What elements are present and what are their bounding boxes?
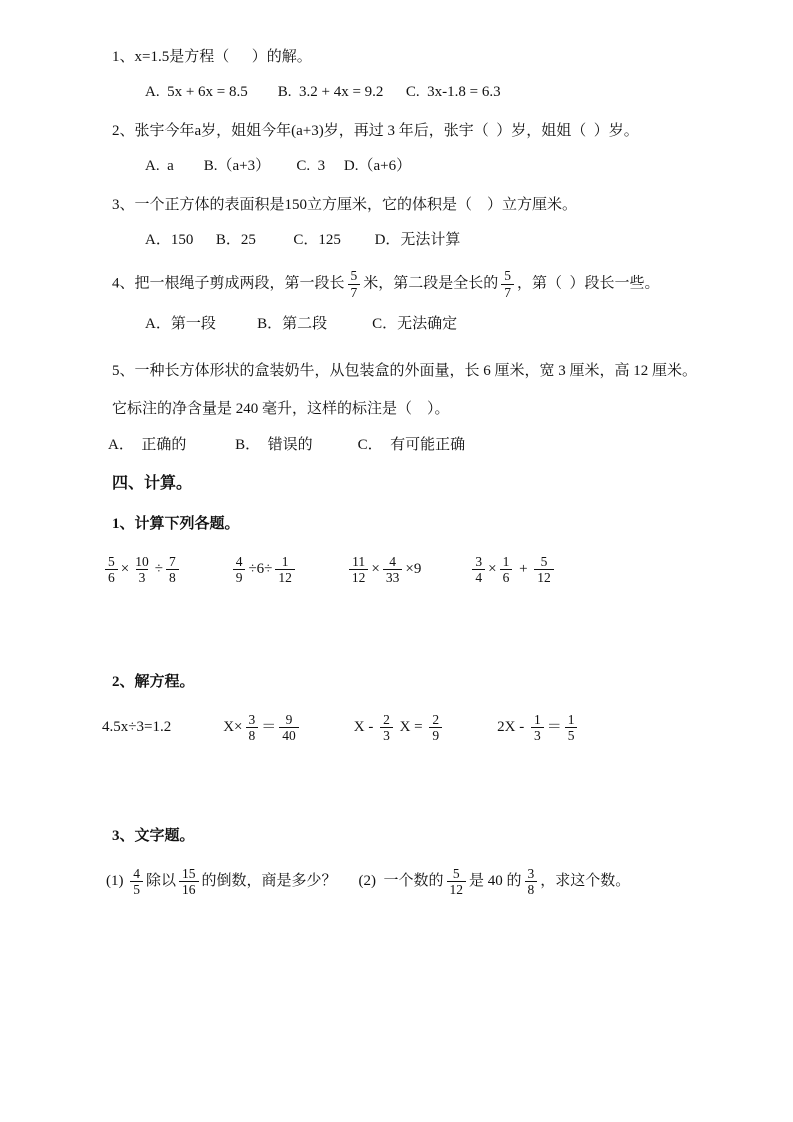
fraction: $\frac{5}{7}$ — [501, 268, 514, 300]
question-4 — [100, 268, 701, 335]
fraction: $\frac{5}{12}$ — [447, 866, 467, 898]
section-title: 四、计算。 — [112, 475, 193, 493]
equation-row — [102, 707, 701, 747]
fraction: $\frac{5}{7}$ — [348, 268, 361, 300]
question-4-stem: 4、把一根绳子剪成两段，第一段长 $\frac{5}{7}$ 米，第二段是全长的 $\frac{5}{7}$ ，第（ ）段长一些。 — [112, 268, 660, 300]
question-3-options: A．150 B．25 C．125 D．无法计算 — [145, 232, 461, 248]
equation-2: X× $\frac{3}{8}$ ＝ $\frac{9}{40}$ — [223, 707, 302, 747]
question-5 — [100, 352, 701, 456]
fraction: $\frac{15}{16}$ — [179, 866, 199, 898]
equation-3: X - $\frac{2}{3}$ X = $\frac{2}{9}$ — [354, 707, 445, 747]
question-3-stem: 3、一个正方体的表面积是150立方厘米，它的体积是（ ）立方厘米。 — [112, 197, 578, 213]
equation-1: 4.5x÷3=1.2 — [102, 719, 172, 736]
expression-1: $\frac{5}{6}$ × $\frac{10}{3}$ ÷ $\frac{7}{8}$ — [102, 549, 182, 589]
expression-3: $\frac{11}{12}$ × $\frac{4}{33}$ ×9 — [346, 549, 421, 589]
fraction: $\frac{1}{5}$ — [565, 712, 578, 744]
word-problem-2: (2) 一个数的 $\frac{5}{12}$ 是 40 的 $\frac{3}{8}$ ，求这个数。 — [358, 865, 631, 898]
fraction: $\frac{9}{40}$ — [279, 712, 299, 744]
question-1-options: A. 5x + 6x = 8.5 B. 3.2 + 4x = 9.2 C. 3x-1.8 = 6.3 — [145, 84, 501, 100]
question-1-stem: 1、x=1.5是方程（ ）的解。 — [112, 49, 312, 65]
expression-4: $\frac{3}{4}$ × $\frac{1}{6}$ + $\frac{5}{12}$ — [469, 549, 556, 589]
expression-2: $\frac{4}{9}$ ÷6÷ $\frac{1}{12}$ — [230, 549, 298, 589]
fraction: $\frac{5}{6}$ — [105, 554, 118, 586]
fraction: $\frac{7}{8}$ — [166, 554, 179, 586]
fraction: $\frac{11}{12}$ — [349, 554, 369, 586]
fraction: $\frac{1}{3}$ — [531, 712, 544, 744]
question-4-options: A．第一段 B．第二段 C．无法确定 — [145, 316, 458, 333]
fraction: $\frac{2}{3}$ — [380, 712, 393, 744]
question-2-options: A. a B.（a+3） C. 3 D.（a+6） — [145, 158, 412, 174]
subsection-title-calculate: 1、计算下列各题。 — [112, 516, 240, 533]
expression-row — [102, 549, 701, 589]
fraction: $\frac{4}{9}$ — [233, 554, 246, 586]
question-2 — [100, 120, 701, 177]
fraction: $\frac{5}{12}$ — [534, 554, 554, 586]
fraction: $\frac{4}{33}$ — [383, 554, 403, 586]
fraction: $\frac{1}{12}$ — [275, 554, 295, 586]
question-1 — [100, 46, 701, 103]
question-5-stem: 5、一种长方体形状的盒装奶牛，从包装盒的外面量，长 6 厘米，宽 3 厘米，高 12 厘米。它标注的净含量是 240 毫升，这样的标注是（ ）。 — [112, 363, 698, 418]
fraction: $\frac{10}{3}$ — [135, 553, 149, 586]
fraction: $\frac{2}{9}$ — [429, 712, 442, 744]
fraction: $\frac{3}{8}$ — [525, 866, 538, 898]
question-2-stem: 2、张宇今年a岁，姐姐今年(a+3)岁，再过 3 年后，张宇（ ）岁，姐姐（ ）岁。 — [112, 123, 639, 139]
word-problem-row — [106, 861, 701, 901]
fraction: $\frac{3}{4}$ — [472, 554, 485, 586]
question-3 — [100, 194, 701, 251]
word-problem-1: (1) $\frac{4}{5}$ 除以 $\frac{15}{16}$ 的倒数，商是多少？ — [106, 865, 337, 898]
subsection-title-word-problems: 3、文字题。 — [112, 828, 195, 845]
subsection-title-equations: 2、解方程。 — [112, 674, 195, 691]
fraction: $\frac{1}{6}$ — [500, 554, 513, 586]
question-5-options: A． 正确的 B． 错误的 C． 有可能正确 — [108, 437, 466, 454]
equation-4: 2X - $\frac{1}{3}$ ＝ $\frac{1}{5}$ — [497, 707, 580, 747]
choice-question-section — [100, 46, 701, 456]
fraction: $\frac{3}{8}$ — [246, 712, 259, 744]
calculation-section — [100, 473, 701, 901]
fraction: $\frac{4}{5}$ — [130, 866, 143, 898]
